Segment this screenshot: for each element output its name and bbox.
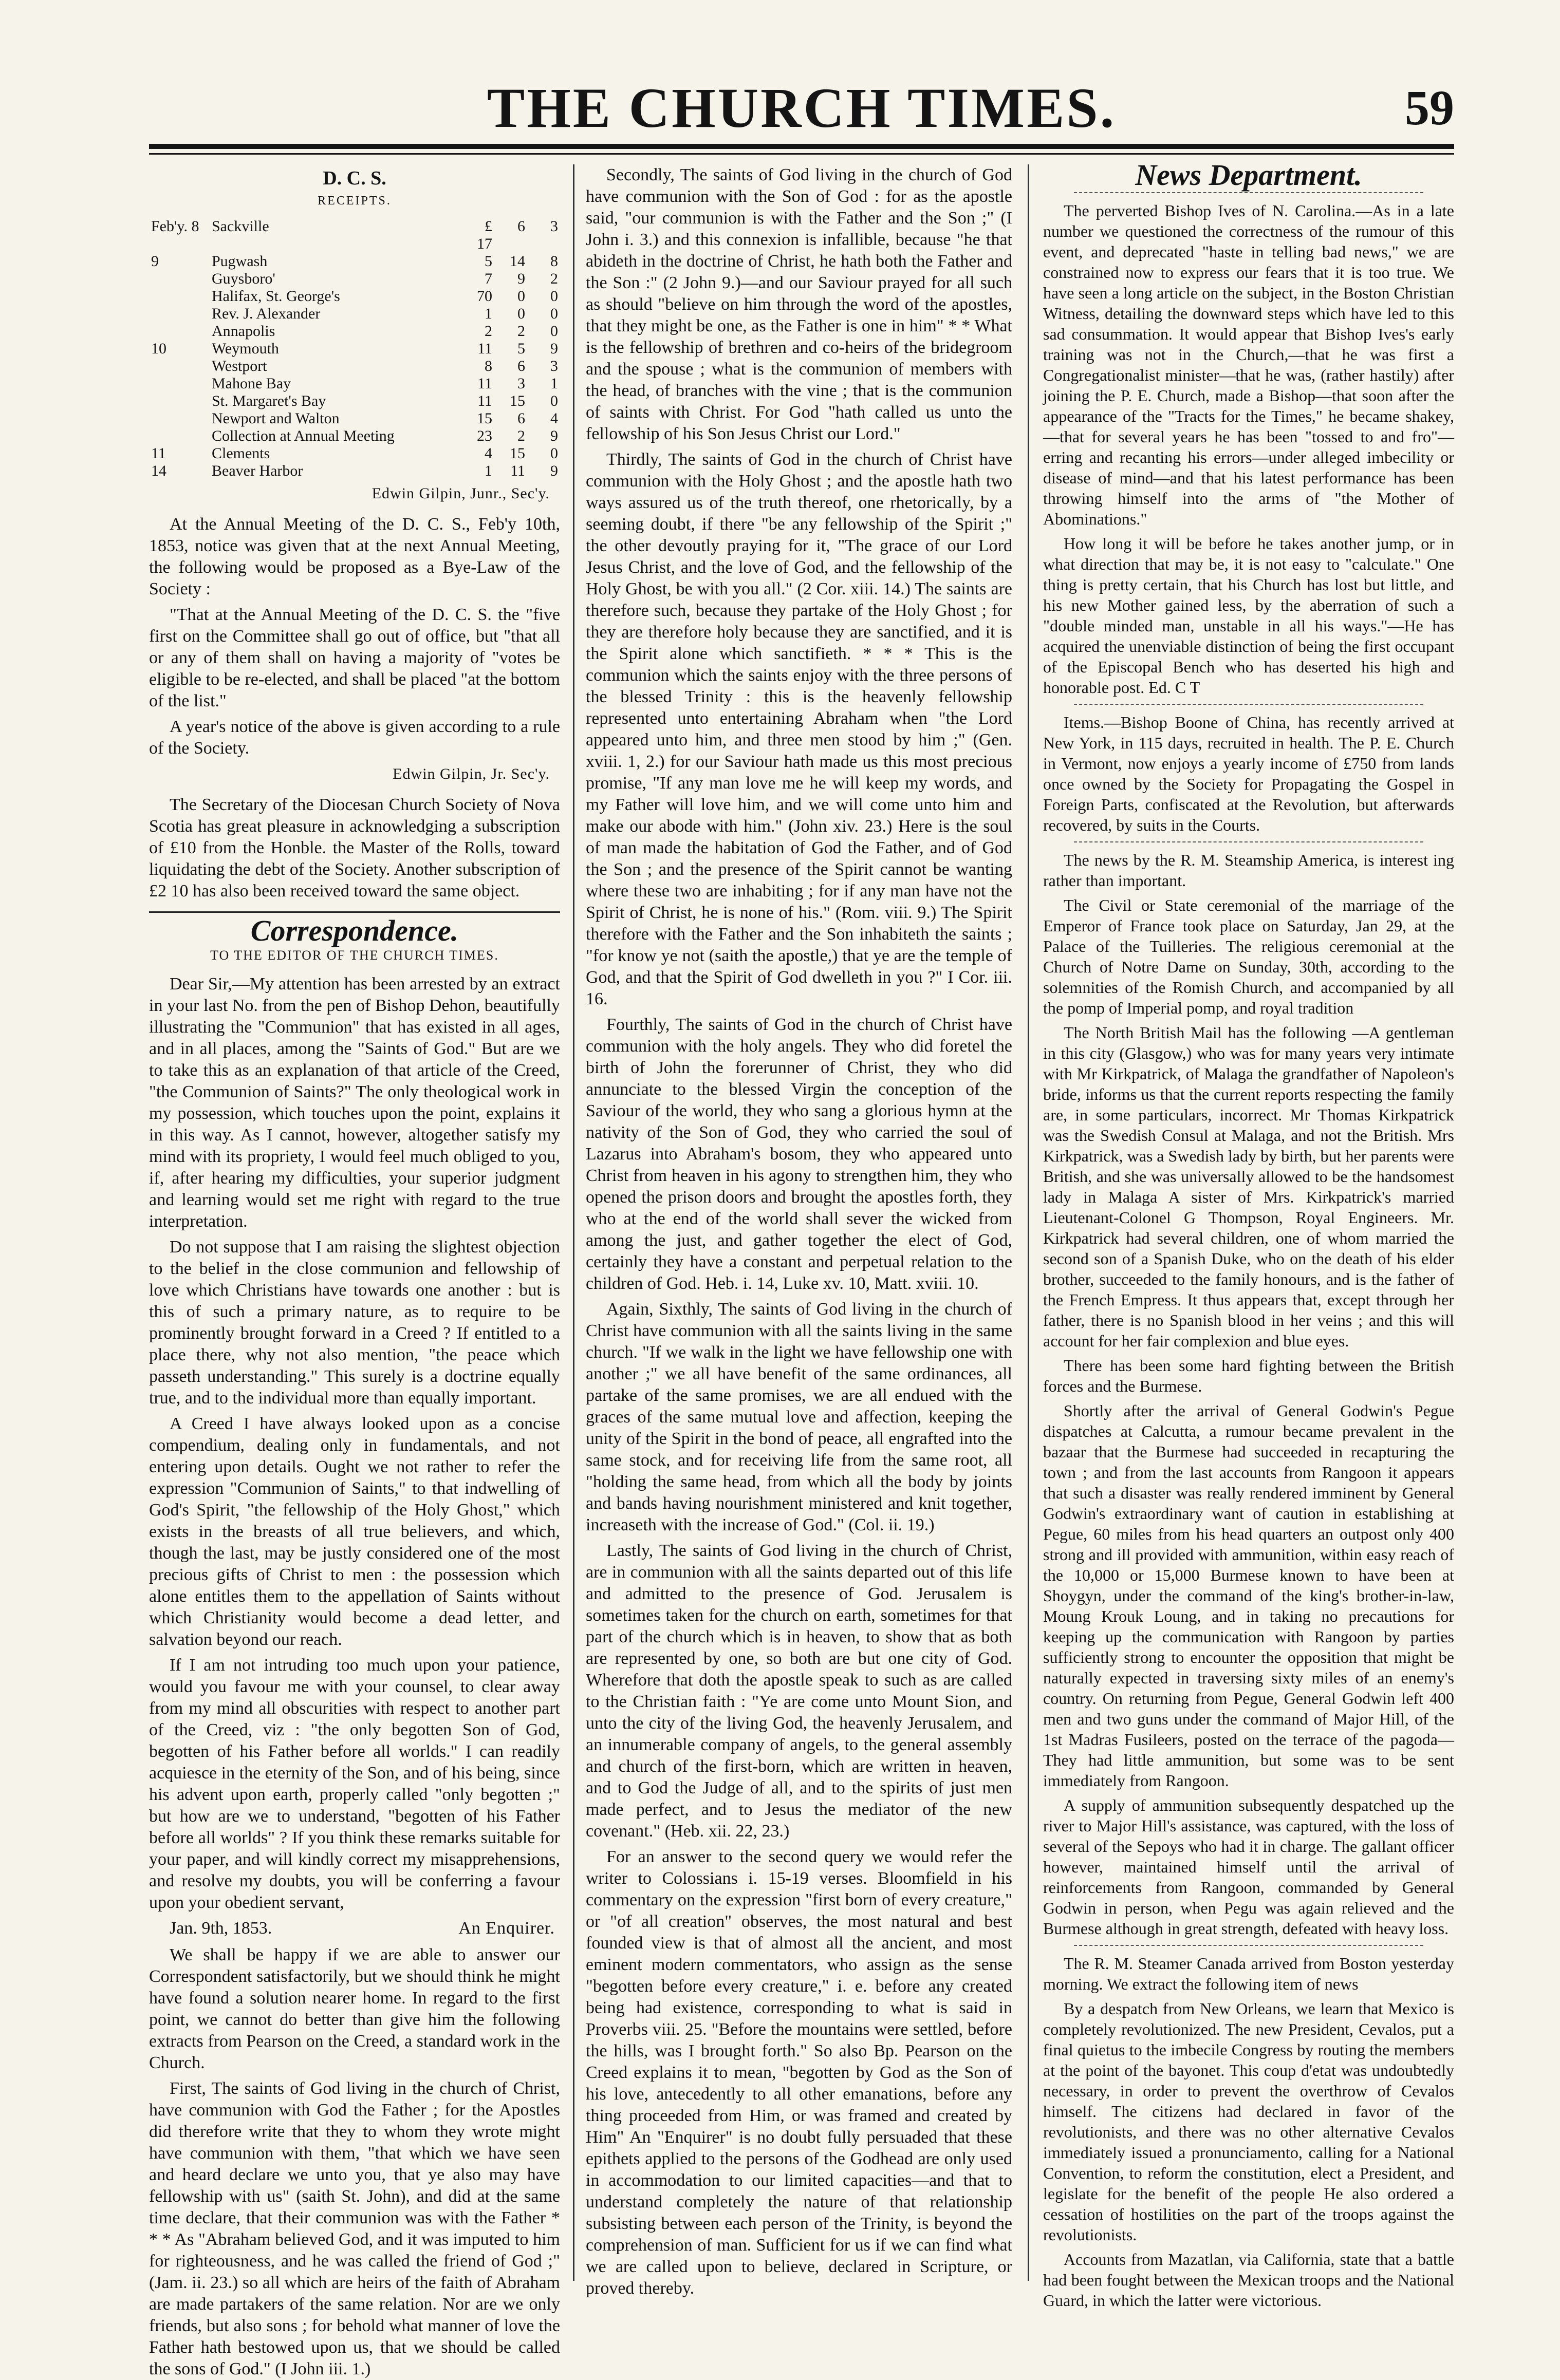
title-rule-thin [149,153,1454,155]
column-divider-1 [573,164,574,2281]
receipt-pounds: 11 [477,340,492,357]
receipt-row [149,253,560,270]
news-item: The perverted Bishop Ives of N. Carolina.—As in a late number we questioned the correctness of the rumour of this event, and deprecated "haste in telling bad news," we are constrained now to express our fears that it is too true. We have seen a long article on the subject, in the Boston Christian Witness, detailing the downward steps which have led to this sad consummation. It would appear that Bishop Ives's early training was not in the Church,—that he was first a Congregationalist minister—that he was, (rather hastily) after joining the P. E. Church, made a Bishop—that soon after the appearance of the "Tracts for the Times," he became shakey,—that for several years he has been "tossed to and fro"—erring and recanting his errors—under alleged imbecility or disease of mind—and that his latest performance has been throwing himself into the arms of "the Mother of Abominations." [1043,201,1454,528]
receipt-pence: 2 [550,270,558,287]
receipt-date [149,392,210,410]
pearson-extract: Fourthly, The saints of God in the church of Christ have communion with the holy angels. They who did foretel the birth of John the forerunner of Christ, they who did annunciate to the blessed Virgin the conception of the Saviour of the world, they who sang a glorious hymn at the nativity of the Son of God, they who carried the soul of Lazarus into Abraham's bosom, they who appeared unto Christ from heaven in his agony to strengthen him, they who opened the prison doors and brought the apostles forth, they who at the end of the world shall sever the wicked from among the just, and gather together the elect of God, certainly they have a constant and perpetual relation to the children of God. Heb. i. 14, Luke xv. 10, Matt. xviii. 10. [586,1015,1012,1293]
correspondence-heading: Correspondence. [250,914,459,947]
receipt-place: Pugwash [212,253,268,270]
second-query-answer: For an answer to the second query we would refer the writer to Colossians i. 15-19 verses. Bloomfield in his commentary on the expression "first born of every creature," or "of all creation" observes, the most natural and best founded view is that of almost all the ancient, and most eminent modern commentators, who assign as the sense "begotten before every creature," i. e. before any created being had existence, corresponding to what is said in Proverbs viii. 25. "Before the mountains were settled, before the hills, was I brought forth." So also Bp. Pearson on the Creed explains it to mean, "begotten by God as the Son of his love, antecedently to all other emanations, before any thing proceeded from Him, or was framed and created by Him" An "Enquirer" is no doubt fully persuaded that these epithets applied to the persons of the Godhead are only used in accommodation to our limited capacities—and that to understand completely the nature of that relationship subsisting between each person of the Trinity, is beyond the comprehension of man. Sufficient for us if we can find what we are called upon to believe, declared in Scripture, or proved thereby. [586,1847,1012,2298]
letter-closing [170,1918,555,1939]
receipt-pounds: 2 [485,323,492,340]
receipt-place: Beaver Harbor [212,462,303,479]
letter-signature: An Enquirer. [458,1919,555,1938]
receipt-row [149,462,560,480]
receipt-place: Mahone Bay [212,375,291,392]
receipt-row [149,410,560,427]
receipt-row [149,445,560,462]
notice-paragraph: A year's notice of the above is given according to a rule of the Society. [149,717,560,758]
receipt-row [149,270,560,288]
receipt-row [149,218,560,253]
receipt-pence: 0 [550,288,558,305]
news-divider [1074,704,1423,705]
receipt-pence: 3 [550,358,558,374]
receipt-shillings: 15 [510,445,525,462]
receipt-pounds: 4 [485,445,492,462]
receipt-shillings: 11 [510,462,525,479]
receipt-shillings: 2 [517,427,525,444]
receipt-place: Guysboro' [212,270,275,287]
letter-paragraph: If I am not intruding too much upon your patience, would you favour me with your counsel, to clear away from my mind all obscurities with respect to another part of the Creed, viz : "the only begotten Son of God, begotten of his Father before all worlds." I can readily acquiesce in the eternity of the Son, and of his being, since his advent upon earth, properly called "only begotten ;" but how are we to understand, "begotten of his Father before all worlds" ? If you think these remarks suitable for your paper, and will kindly correct my misapprehensions, and resolve my doubts, you will be conferring a favour upon your obedient servant, [149,1656,560,1912]
receipt-date: 11 [151,445,166,462]
receipt-place: Halifax, St. George's [212,288,340,305]
receipt-shillings: 6 [517,218,525,235]
receipt-place: Collection at Annual Meeting [212,427,395,444]
news-item: The news by the R. M. Steamship America, is interest ing rather than important. [1043,851,1454,890]
column-divider-2 [1028,164,1029,2281]
receipt-date: 14 [151,462,166,479]
news-heading: News Department. [1135,158,1362,192]
receipt-date [149,305,210,323]
receipt-pence: 4 [550,410,558,427]
news-item: The R. M. Steamer Canada arrived from Boston yesterday morning. We extract the following item of news [1043,1954,1454,1993]
receipt-place: Newport and Walton [212,410,340,427]
receipt-pounds: 1 [485,305,492,322]
receipt-pounds: 11 [477,392,492,409]
receipt-pounds: 70 [477,288,492,305]
receipt-place: Clements [212,445,270,462]
receipt-shillings: 0 [517,305,525,322]
secretary-notice: The Secretary of the Diocesan Church Society of Nova Scotia has great pleasure in acknowledging a subscription of £10 from the Honble. the Master of the Rolls, toward liquidating the debt of the Society. Another subscription of £2 10 has also been received toward the same object. [149,795,560,901]
pearson-extract: Again, Sixthly, The saints of God living in the church of Christ have communion with all the saints living in the same church. "If we walk in the light we have fellowship one with another ;" we all have benefit of the same ordinances, all partake of the same promises, we are all endued with the graces of the same mutual love and affection, keeping the unity of the Spirit in the bond of peace, all engrafted into the same stock, and for receiving life from the same root, all "holding the same head, from which all the body by joints and bands having nourishment ministered and knit together, increaseth with the increase of God." (Col. ii. 19.) [586,1300,1012,1534]
receipt-place: Annapolis [212,323,275,340]
receipt-pounds: 7 [485,270,492,287]
pearson-extract: Thirdly, The saints of God in the church of Christ have communion with the Holy Ghost ; and the apostle hath two ways assured us of the truth thereof, one rhetorically, by a seeming doubt, if there "be any fellowship of the Spirit ;" the other devoutly praying for it, "The grace of our Lord Jesus Christ, and the love of God, and the fellowship of the Holy Ghost, be with you all." (2 Cor. xiii. 14.) The saints are therefore such, because they partake of the Holy Ghost ; for they are therefore holy because they are sanctified, and it is the Spirit alone which sanctifieth. * * * This is the communion which the saints enjoy with the three persons of the blessed Trinity : this is the heavenly fellowship represented unto entertaining Abraham when "the Lord appeared unto him, and three men stood by him ;" (Gen. xviii. 1, 2.) for our Saviour hath made us this most precious promise, "If any man love me he will keep my words, and my Father will love him, and we will come unto him and make our abode with him." (John xiv. 23.) Here is the soul of man made the habitation of God the Father, and of God the Son ; and the presence of the Spirit cannot be wanting where these two are inhabiting ; for if any man have not the Spirit of Christ, he is none of his." (Rom. viii. 9.) The Spirit therefore with the Father and the Son inhabiteth the saints ; "for know ye not (saith the apostle,) that ye are the temple of God, and that the Spirit of God dwelleth in you ?" I Cor. iii. 16. [586,450,1012,1008]
receipts-signature: Edwin Gilpin, Junr., Sec'y. [372,485,550,502]
receipt-pence: 8 [550,253,558,270]
column-2 [586,164,1012,2298]
pearson-extract: First, The saints of God living in the church of Christ, have communion with God the Father ; for the Apostles did therefore write that they to whom they wrote might have communion with them, "that which we have seen and heard declare we unto you, that ye also may have fellowship with us" (saith St. John), and did at the same time declare, that their communion was with the Father * * * As "Abraham believed God, and it was imputed to him for righteousness, and he was called the friend of God ;" (Jam. ii. 23.) so all which are heirs of the faith of Abraham are made partakers of the same relation. Nor are we only friends, but also sons ; for behold what manner of love the Father hath bestowed upon us, that we should be called the sons of God." (I John iii. 1.) [149,2079,560,2378]
annual-meeting-paragraph: At the Annual Meeting of the D. C. S., Feb'y 10th, 1853, notice was given that at the next Annual Meeting, the following would be proposed as a Bye-Law of the Society : [149,515,560,598]
news-item: There has been some hard fighting between the British forces and the Burmese. [1043,1356,1454,1395]
receipt-pence: 9 [550,427,558,444]
column-3 [1043,158,1454,2310]
receipt-pence: 3 [550,218,558,235]
receipt-date [149,358,210,375]
receipt-pounds: 23 [477,427,492,444]
receipt-date [149,410,210,427]
page-number: 59 [1405,80,1454,135]
news-item: How long it will be before he takes another jump, or in what direction that may be, it is not easy to "calculate." One thing is pretty certain, that his Church has lost but little, and his new Mother gained less, by the aberration of such a "double minded man, unstable in all his ways."—He has acquired the unenviable distinction of being the first occupant of the Episcopal Bench who has deserted his high and honorable post. Ed. C T [1043,534,1454,697]
receipt-pence: 0 [550,323,558,340]
receipt-place: St. Margaret's Bay [212,392,326,409]
letter-paragraph: A Creed I have always looked upon as a concise compendium, dealing only in fundamentals, and not entering upon details. Ought we not rather to refer the expression "Communion of Saints," to that indwelling of God's Spirit, "the fellowship of the Holy Ghost," which exists in the breasts of all true believers, and which, though the last, may be justly considered one of the most precious gifts of Christ to men : the possession which alone entitles them to the appellation of Saints without which Christianity would become a dead letter, and salvation beyond our reach. [149,1414,560,1649]
receipt-pence: 0 [550,392,558,409]
receipt-place: Rev. J. Alexander [212,305,321,322]
receipt-pence: 1 [550,375,558,392]
news-divider [1074,1945,1423,1946]
receipt-shillings: 5 [517,340,525,357]
receipt-row [149,375,560,392]
pearson-extract: Lastly, The saints of God living in the church of Christ, are in communion with all the saints departed out of this life and admitted to the presence of God. Jerusalem is sometimes taken for the church on earth, sometimes for that part of the church which is in heaven, to show that as both are represented by one, so both are but one city of God. Wherefore that doth the apostle speak to such as are called to the Christian faith : "Ye are come unto Mount Sion, and unto the city of the living God, the heavenly Jerusalem, and an innumerable company of angels, to the general assembly and church of the first-born, which are written in heaven, and to God the Judge of all, and to the spirits of just men made perfect, and to Jesus the mediator of the new covenant." (Heb. xii. 22, 23.) [586,1541,1012,1841]
receipt-row [149,358,560,375]
section-divider [149,911,560,913]
receipt-date: Feb'y. 8 [151,218,199,235]
news-item: Shortly after the arrival of General Godwin's Pegue dispatches at Calcutta, a rumour became prevalent in the bazaar that the Burmese had succeeded in recapturing the town ; and from the last accounts from Rangoon it appears that such a disaster was really rendered imminent by General Godwin's extraordinary want of caution in establishing at Pegue, 60 miles from his head quarters an outpost only 400 strong and ill provided with ammunition, within easy reach of the 10,000 or 15,000 Burmese known to have been at Shoygyn, under the command of the king's brother-in-law, Moung Krouk Loung, and in taking no precautions for keeping up the communication with Rangoon by parties sufficiently strong to encounter the opposition that might be naturally expected in traversing sixty miles of an enemy's country. On returning from Pegue, General Godwin left 400 men and two guns under the command of Major Hill, of the 1st Madras Fusileers, posted on the terrace of the pagoda—They had little ammunition, but some was to be sent immediately from Rangoon. [1043,1401,1454,1790]
receipt-date [149,323,210,340]
receipt-shillings: 3 [517,375,525,392]
receipt-row [149,305,560,323]
receipt-date [149,427,210,445]
column-1 [149,164,560,2378]
editor-reply: We shall be happy if we are able to answer our Correspondent satisfactorily, but we should think he might have found a solution nearer home. In regard to the first point, we cannot do better than give him the following extracts from Pearson on the Creed, a standard work in the Church. [149,1945,560,2072]
letter-date: Jan. 9th, 1853. [170,1919,272,1938]
news-item: The North British Mail has the following —A gentleman in this city (Glasgow,) who was for many years very intimate with Mr Kirkpatrick, of Malaga the grandfather of Napoleon's bride, informs us that the current reports respecting the family are, in some particulars, incorrect. Mr Thomas Kirkpatrick was the Swedish Consul at Malaga, and not the British. Mrs Kirkpatrick, was a Swedish lady by birth, but her parents were British, and she was universally allowed to be the handsomest lady in Malaga A sister of Mrs. Kirkpatrick's married Lieutenant-Colonel G Thompson, Royal Engineers. Mr. Kirkpatrick had several children, one of whom married the second son of a Spanish Duke, who on the death of his elder brother, succeeded to the family honours, and is the father of the French Empress. It thus appears that, except through her father, there is no Spanish blood in her veins ; and this will account for her fair complexion and blue eyes. [1043,1023,1454,1350]
news-item: The Civil or State ceremonial of the marriage of the Emperor of France took place on Saturday, Jan 29, at the Palace of the Tuilleries. The religious ceremonial at the Church of Notre Dame on Sunday, 30th, according to the solemnities of the Romish Church, and accompanied by all the pomp of Imperial pomp, and royal tradition [1043,896,1454,1017]
to-editor-line: TO THE EDITOR OF THE CHURCH TIMES. [210,948,499,963]
receipt-pence: 0 [550,445,558,462]
receipt-pounds: 15 [477,410,492,427]
receipt-pounds: 11 [477,375,492,392]
receipt-place: Weymouth [212,340,279,357]
receipts-table [149,218,560,480]
letter-paragraph: Do not suppose that I am raising the slightest objection to the belief in the close communion and fellowship of love which Christians have towards one another : but is this of such a primary nature, as to require to be prominently brought forward in a Creed ? If entitled to a place there, why not also mention, "the peace which passeth understanding." This surely is a doctrine equally true, and to the individual more than equally important. [149,1238,560,1408]
receipt-pence: 9 [550,340,558,357]
news-item: Items.—Bishop Boone of China, has recently arrived at New York, in 115 days, recruited in health. The P. E. Church in Vermont, now enjoys a yearly income of £750 from lands once owned by the Society for Propagating the Gospel in Foreign Parts, confiscated at the Revolution, but afterwards recovered, by suits in the Courts. [1043,713,1454,834]
receipt-pounds: 8 [485,358,492,374]
receipt-row [149,392,560,410]
receipt-pounds: 1 [485,462,492,479]
receipt-shillings: 15 [510,392,525,409]
receipt-shillings: 14 [510,253,525,270]
receipt-date: 10 [151,340,166,357]
receipt-pence: 9 [550,462,558,479]
receipts-label: RECEIPTS. [318,194,392,208]
dcs-heading: D. C. S. [323,167,386,189]
receipt-pounds: 5 [485,253,492,270]
news-item: A supply of ammunition subsequently despatched up the river to Major Hill's assistance, was captured, with the loss of several of the Sepoys who had it in charge. The gallant officer however, maintained himself until the arrival of reinforcements from Rangoon, commanded by General Godwin in person, when Pegu was again relieved and the Burmese although in great strength, defeated with heavy loss. [1043,1796,1454,1938]
receipt-shillings: 2 [517,323,525,340]
receipt-row [149,323,560,340]
pearson-extract: Secondly, The saints of God living in the church of God have communion with the Son of God : for as the apostle said, "our communion is with the Father and the Son ;" (I John i. 3.) and this connexion is infallible, because "he that abideth in the doctrine of Christ, he hath both the Father and the Son :" (2 John 9.)—and our Saviour prayed for all such as should "believe on him through the word of the apostles, that they might be one, as the Father is one in him" * * What is the fellowship of brethren and co-heirs of the bridegroom and the spouse ; what is the communion of members with the head, of branches with the vine ; that is the communion of saints with Christ. For God "hath called us unto the fellowship of his Son Jesus Christ our Lord." [586,165,1012,443]
receipt-shillings: 9 [517,270,525,287]
news-divider [1074,192,1423,193]
news-item: By a despatch from New Orleans, we learn that Mexico is completely revolutionized. The new President, Cevalos, put a final quietus to the imbecile Congress by routing the members at the point of the bayonet. This coup d'etat was undoubtedly necessary, in order to prevent the overthrow of Cevalos himself. The citizens had declared in favor of the revolutionists, and there was no other alternative Cevalos immediately issued a pronunciamento, calling for a National Convention, to reform the constitution, elect a President, and legislate for the benefit of the people He also ordered a cessation of hostilities on the part of the troops against the revolutionists. [1043,1999,1454,2244]
receipt-pounds: £ 17 [477,218,492,252]
news-item: Accounts from Mazatlan, via California, state that a battle had been fought between the Mexican troops and the National Guard, in which the latter were victorious. [1043,2250,1454,2310]
receipt-pence: 0 [550,305,558,322]
annual-meeting-signature: Edwin Gilpin, Jr. Sec'y. [393,765,550,782]
receipt-place: Westport [212,358,267,374]
receipt-row [149,340,560,358]
page-title: THE CHURCH TIMES. [487,77,1117,139]
bye-law-quote: "That at the Annual Meeting of the D. C. S. the "five first on the Committee shall go out of office, but "that all or any of them shall on having a majority of "votes be eligible to be re-elected, and shall be placed "at the bottom of the list." [149,605,560,710]
receipt-date [149,270,210,288]
receipt-date [149,288,210,305]
receipt-row [149,427,560,445]
receipt-row [149,288,560,305]
title-rule-thick [149,144,1454,149]
receipt-place: Sackville [212,218,269,235]
receipt-date: 9 [151,253,159,270]
receipt-shillings: 6 [517,410,525,427]
receipt-shillings: 6 [517,358,525,374]
masthead [149,77,1454,139]
receipt-shillings: 0 [517,288,525,305]
letter-paragraph: Dear Sir,—My attention has been arrested by an extract in your last No. from the pen of Bishop Dehon, beautifully illustrating the "Communion" that has existed in all ages, and in all places, among the "Saints of God." But are we to take this as an explanation of that article of the Creed, "the Communion of Saints?" The only theological work in my possession, which touches upon the point, explains it in this way. As I cannot, however, altogether satisfy my mind with its propriety, I would feel much obliged to you, if, after hearing my difficulties, your superior judgment and learning would set me right with regard to the true interpretation. [149,975,560,1231]
news-divider [1074,841,1423,842]
receipt-date [149,375,210,392]
